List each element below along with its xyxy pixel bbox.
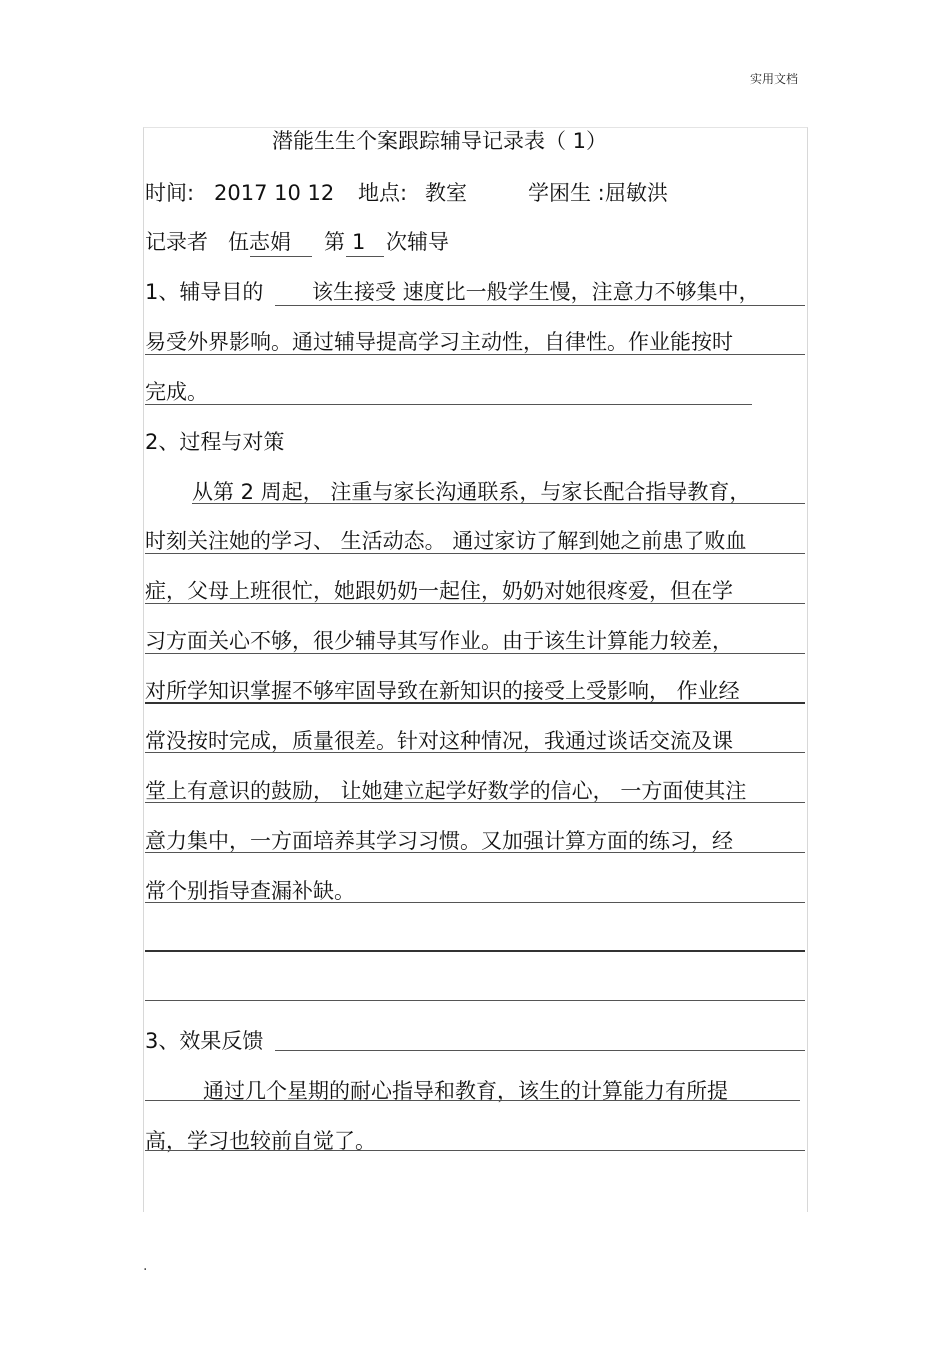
section2-underline <box>145 603 805 604</box>
session-number: 1 <box>352 230 366 254</box>
recorder-underline <box>250 256 312 257</box>
student-label: 学困生 : <box>528 181 605 205</box>
session-prefix: 第 <box>324 230 345 254</box>
student-value: 屈敏洪 <box>605 181 668 205</box>
section2-underline <box>145 752 805 753</box>
footer-dot: . <box>143 1258 148 1274</box>
section1-underline <box>145 354 805 355</box>
time-value: 2017 10 12 <box>214 181 335 205</box>
session-suffix: 次辅导 <box>386 230 449 254</box>
section2-line: 常没按时完成，质量很差。针对这种情况，我通过谈话交流及课 <box>145 729 733 753</box>
section2-line: 对所学知识掌握不够牢固导致在新知识的接受上受影响， 作业经 <box>145 679 740 703</box>
section2-underline <box>145 852 805 853</box>
header-label: 实用文档 <box>750 72 799 86</box>
section2-line: 常个别指导查漏补缺。 <box>145 879 355 903</box>
section3-heading: 3、效果反馈 <box>145 1029 264 1053</box>
section1-line: 该生接受 速度比一般学生慢，注意力不够集中， <box>312 280 760 304</box>
section2-underline <box>145 802 805 803</box>
section2-line: 症，父母上班很忙，她跟奶奶一起住，奶奶对她很疼爱，但在学 <box>145 579 733 603</box>
section2-line: 意力集中，一方面培养其学习习惯。又加强计算方面的练习，经 <box>145 829 733 853</box>
section1-underline <box>275 305 805 306</box>
section2-line: 习方面关心不够，很少辅导其写作业。由于该生计算能力较差， <box>145 629 733 653</box>
place-value: 教室 <box>425 181 467 205</box>
blank-line <box>145 1000 805 1001</box>
section2-underline <box>145 902 805 903</box>
form-title: 潜能生生个案跟踪辅导记录表（ 1） <box>272 129 608 153</box>
section2-underline <box>192 503 805 504</box>
time-label: 时间: <box>145 181 195 205</box>
section2-underline <box>145 553 805 554</box>
section2-line: 堂上有意识的鼓励， 让她建立起学好数学的信心， 一方面使其注 <box>145 779 747 803</box>
section3-line: 高，学习也较前自觉了。 <box>145 1129 376 1153</box>
section2-line: 从第 2 周起， 注重与家长沟通联系，与家长配合指导教育， <box>192 480 751 504</box>
place-label: 地点: <box>358 181 408 205</box>
recorder-label: 记录者 <box>145 230 208 254</box>
section2-line: 时刻关注她的学习、 生活动态。 通过家访了解到她之前患了败血 <box>145 529 747 553</box>
section2-underline <box>145 702 805 704</box>
blank-line <box>145 950 805 952</box>
section3-underline <box>275 1050 805 1051</box>
recorder-name: 伍志娟 <box>228 230 291 254</box>
section2-heading: 2、过程与对策 <box>145 430 285 454</box>
section3-line: 通过几个星期的耐心指导和教育，该生的计算能力有所提 <box>203 1079 728 1103</box>
section1-line: 易受外界影响。通过辅导提高学习主动性，自律性。作业能按时 <box>145 330 733 354</box>
section3-underline <box>145 1100 800 1101</box>
section3-underline <box>145 1150 805 1151</box>
section1-heading: 1、辅导目的 <box>145 280 264 304</box>
section1-line: 完成。 <box>145 380 208 404</box>
section1-underline <box>145 404 752 405</box>
session-underline <box>346 256 384 257</box>
section2-underline <box>145 653 805 654</box>
